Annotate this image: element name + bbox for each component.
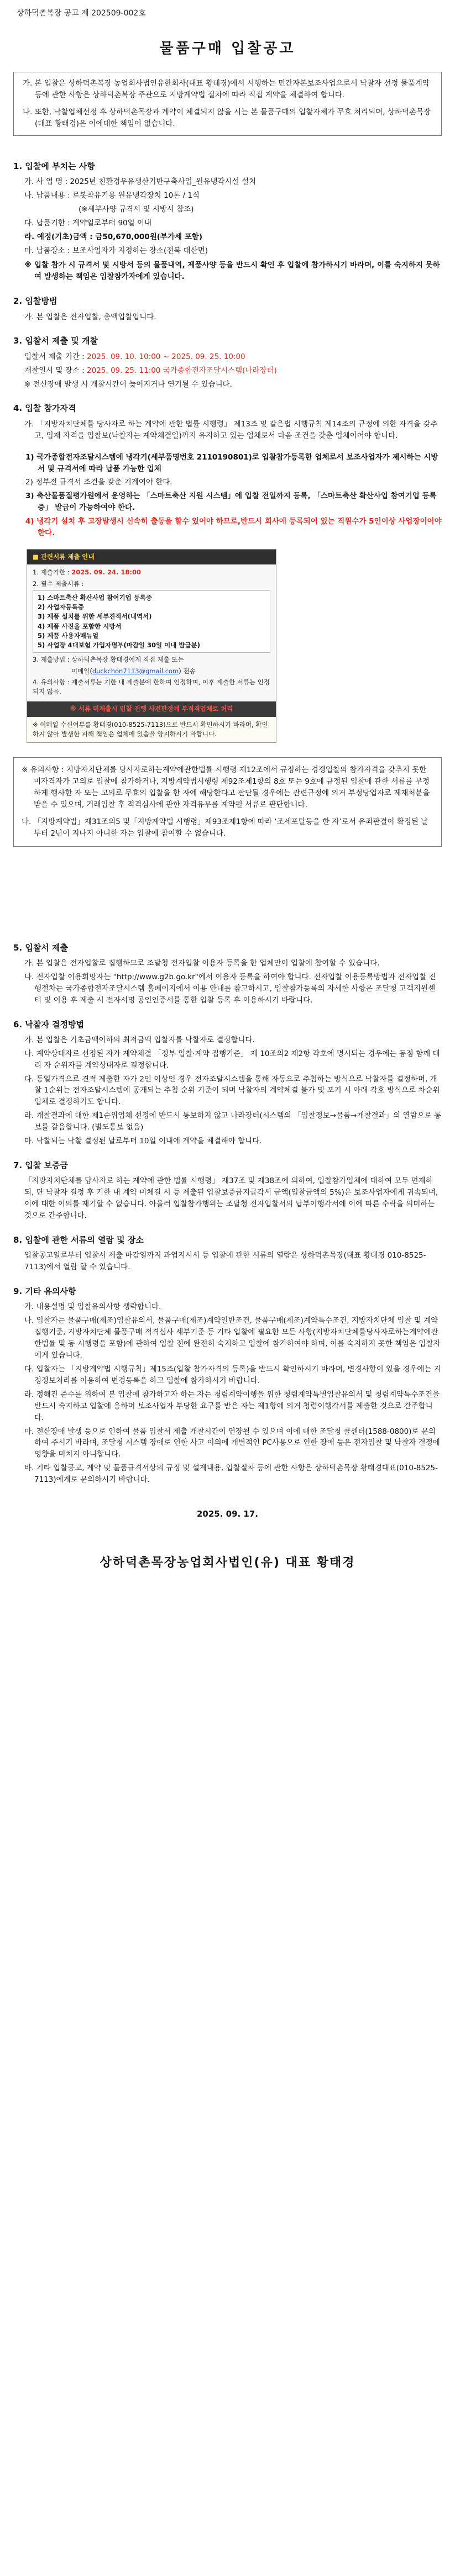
condition-1: 1) 국가종합전자조달시스템에 냉각기(세부품명번호 2110190801)로 입찰참가등록한 업체로서 보조사업자가 제시하는 시방서 및 규격서에 따라 납품 가능한 업체	[25, 452, 438, 473]
caution-memo-2: 나. 「지방계약법」제31조의5 및「지방계약법 시행령」제93조제1항에 따라 ‘조세포탈등을 한 자’로서 유죄판결이 확정된 날부터 2년이 지나지 아니한 자는 입찰에 참여할 수 없습니다.	[22, 817, 428, 838]
eligibility-conditions	[24, 452, 442, 539]
intro-box	[13, 72, 442, 136]
missing-documents-warning: ※ 서류 미제출시 입찰 진행 사전판정에 부적격업체로 처리	[27, 701, 276, 716]
doc-item: 5) 사업장 4대보험 가입자명부(마감일 30일 이내 발급분)	[38, 641, 200, 650]
award-item-a: 가. 본 입찰은 기초금액이하의 최저금액 입찰자를 낙찰자로 결정합니다.	[24, 1035, 255, 1044]
condition-2: 2) 정부전 규격서 조건을 갖춘 기계여야 한다.	[25, 478, 172, 487]
system-failure-note: ※ 전산장애 발생 시 개찰시간이 늦어지거나 연기될 수 있습니다.	[24, 379, 232, 389]
eligibility-paragraph: 가. 「지방자치단체를 당사자로 하는 계약에 관한 법률 시행령」 제13조 및 같은법 시행규칙 제14조의 규정에 의한 자격을 갖추고, 입재 자격을 입찰보(낙찰자는 계약체결일)까지 유지하고 있는 업체로서 다음 조건을 갖춘 업체이어야 합니다.	[24, 419, 438, 440]
doc-item: 4) 제품 사진을 포함한 시방서	[38, 622, 122, 630]
delivery-deadline: 다. 납품기한 : 계약일로부터 90일 이내	[24, 218, 152, 228]
submission-deadline	[33, 568, 270, 577]
required-documents-label: 2. 필수 제출서류 :	[33, 579, 84, 588]
other-note-b: 나. 입찰자는 물품구매(제조)입찰유의서, 물품구매(제조)계약일반조건, 물품구매(제조)계약특수조건, 지방자치단체 입찰 및 계약집행기준, 지방자치단체 물품구매 적격심사 세부기준 등 기타 입찰에 필요한 모든 사항(지방자치단체를당사자로하는계약에관한법률 및 동 시행령을 포함)에 관하여 입찰 전에 완전히 숙지하고 입찰에 참가하여야 하며, 이를 숙지하지 못한 책임은 입찰자에게 있습니다.	[24, 1316, 441, 1360]
section-9-heading: 9. 기타 유의사항	[13, 1286, 76, 1297]
email-prefix: 이메일(	[71, 667, 92, 675]
delivery-content: 나. 납품내용 : 로봇착유기용 원유냉각장치 10톤 / 1식	[24, 191, 200, 200]
deadline-value: 2025. 09. 24. 18:00	[71, 568, 141, 577]
notice-number: 상하덕촌복장 공고 제 202509-002호	[17, 9, 146, 18]
submission-item-a: 가. 본 입찰은 전자입찰로 집행하므로 조달청 전자입찰 이용자 등록을 한 업체만이 입찰에 참여할 수 있습니다.	[24, 958, 380, 968]
open-period-label: 개찰일시 및 장소 :	[24, 366, 87, 375]
bid-bond-text: 「지방자치단체를 당사자로 하는 계약에 관한 법률 시행령」 제37조 및 제38조에 의하여, 입찰참가업체에 대하여 모두 면제하되, 단 낙찰자 결정 후 기한 내 계약 미체결 시 등 제출된 입찰보증금지급각서 금액(입찰금액의 5%)은 보조사업자에게 귀속되며, 이에 대한 이의를 제기할 수 없습니다. 아울러 입찰참가행위는 조달청 전자입찰서의 납부이행각서에 이에 따른 수락을 의미하는 것으로 간주합니다.	[24, 1176, 438, 1221]
submission-email-line	[33, 667, 270, 676]
submit-period-line	[13, 351, 442, 363]
section-award-method	[13, 1018, 442, 1148]
submission-caution: 4. 유의사항 : 제출서류는 기한 내 제출분에 한하여 인정하며, 이후 제출한 서류는 인정되지 않음.	[33, 678, 270, 696]
submit-period-value: 2025. 09. 10. 10:00 ~ 2025. 09. 25. 10:00	[87, 352, 245, 361]
award-item-e: 마. 낙찰되는 낙찰 결정된 날로부터 10일 이내에 계약을 체결해야 합니다.	[24, 1137, 262, 1146]
intro-paragraph-a: 가. 본 입찰은 상하덕촌복장 농업회사법인유한회사(대표 황태경)에서 시행하는 민간자본보조사업으로서 낙찰자 선정 물품계약 등에 관한 사항은 상하덕촌복장 주관으로 지방계약법 절차에 따라 직접 계약을 체결하여 합니다.	[23, 78, 430, 99]
section-document-viewing	[13, 1234, 442, 1273]
section-submission-opening	[13, 335, 442, 390]
estimated-price: 라. 예정(기초)금액 : 금50,670,000원(부가세 포함)	[24, 232, 202, 241]
email-suffix: ) 전송	[179, 667, 196, 675]
caution-memo-box	[13, 757, 442, 847]
spec-reference: (※세부사양 규격서 및 시방서 참조)	[79, 204, 194, 214]
other-note-a: 가. 내용설명 및 입찰유의사항 생략합니다.	[24, 1302, 161, 1312]
section-8-heading: 8. 입찰에 관한 서류의 열람 및 장소	[13, 1234, 144, 1245]
doc-item: 2) 사업자등록증	[38, 603, 84, 611]
organization-name: 상하덕촌목장농업회사법인(유) 대표 황태경	[100, 1556, 355, 1570]
section-other-notes	[13, 1285, 442, 1486]
section-2-heading: 2. 입찰방법	[13, 296, 57, 307]
section-7-heading: 7. 입찰 보증금	[13, 1160, 69, 1171]
submission-email-link[interactable]: duckchon7113@gmail.com	[92, 667, 179, 675]
doc-item: 3) 제품 설치를 위한 세부견적서(내역서)	[38, 613, 152, 621]
condition-3: 3) 축산물품질평가원에서 운영하는 「스마트축산 지원 시스템」에 입찰 전일까지 등록, 「스마트축산 확산사업 참여기업 등록증」 발급이 가능하여야 한다.	[25, 492, 437, 513]
notice-title: 물품구매 입찰공고	[159, 40, 296, 57]
submission-box-head: ■ 관련서류 제출 안내	[27, 550, 276, 564]
other-note-c: 다. 입찰자는 「지방계약법 시행규칙」제15조(입찰 참가자격의 등록)을 반드시 확인하시기 바라며, 변경사항이 있을 경우에는 지정정보처리를 이용하여 변경등록을 하고 입찰에 참가하시기 바랍니다.	[24, 1364, 441, 1385]
section-6-heading: 6. 낙찰자 결정방법	[13, 1019, 85, 1030]
required-documents-list	[33, 590, 270, 653]
submission-method: 3. 제출방법 : 상하덕촌목장 황태경에게 직접 제출 또는	[33, 656, 184, 664]
email-confirmation-note: ※ 이메일 수신여부를 황태경(010-8525-7113)으로 반드시 확인하시기 바라며, 확인하지 않아 발생한 피해 책임은 업체에 있음을 양지하시기 바랍니다.	[27, 717, 276, 743]
section-bid-subject	[13, 160, 442, 283]
intro-paragraph-b: 나. 또한, 낙찰업체선정 후 상하덕촌목장과 계약이 체결되지 않을 시는 본 물품구매의 입찰자체가 무효 처리되며, 상하덕촌목장(대표 황태경)은 이에대한 책임이 없습니다.	[23, 107, 431, 128]
section-bid-submission	[13, 942, 442, 1006]
other-note-e: 마. 전산장애 발생 등으로 인하여 물품 입찰서 제출 개찰시간이 연장될 수 있으며 이에 대한 조달청 콜센터(1588-0800)로 문의하여 주시기 바라며, 조달청 시스템 장애로 인한 사고 이외에 개별적인 PC사용으로 인한 장애 등은 전자입찰 및 낙찰자 결정에 영향을 미치지 아니합니다.	[24, 1427, 440, 1459]
document-viewing-text: 입찰공고일로부터 입찰서 제출 마감일까지 과업지시서 등 입찰에 관한 서류의 열람은 상하덕촌목장(대표 황태경 010-8525-7113)에서 열람 할 수 있습니다.	[24, 1251, 426, 1272]
bid-method-text: 가. 본 입찰은 전자입찰, 총액입찰입니다.	[24, 312, 156, 321]
section-4-heading: 4. 입찰 참가자격	[13, 403, 76, 414]
delivery-place: 마. 납품장소 : 보조사업자가 지정하는 장소(전북 대산면)	[24, 246, 208, 255]
open-period-value: 2025. 09. 25. 11:00 국가종합전자조달시스템(나라장터)	[87, 366, 277, 375]
section-3-heading: 3. 입찰서 제출 및 개찰	[13, 336, 98, 346]
spec-notice: ※ 입찰 참가 시 규격서 및 시방서 등의 물품내역, 제품사양 등을 반드시 확인 후 입찰에 참가하시기 바라며, 이를 숙지하지 못하여 발생하는 책임은 입찰참가자에게 있습니다.	[24, 261, 440, 282]
project-name: 가. 사 업 명 : 2025년 친환경우유생산기반구축사업_원유냉각시설 설치	[24, 177, 257, 186]
award-item-b: 나. 계약상대자로 선정된 자가 계약체결 「정부 입찰·계약 집행기준」 제 10조의2 제2항 각호에 명시되는 경우에는 동점 함께 대리 자 순위자를 계약상대자로 결정합니다.	[24, 1049, 440, 1070]
award-item-d: 라. 개찰결과에 대한 제1순위업체 선정에 반드시 통보하지 않고 나라장터(시스템의 「입찰정보→물품→개찰결과」의 열람으로 통보를 갈음합니다. (별도통보 없음)	[24, 1111, 441, 1132]
doc-item: 1) 스마트축산 확산사업 참여기업 등록증	[38, 593, 153, 601]
deadline-label: 1. 제출기한 :	[33, 568, 72, 577]
open-period-line	[13, 365, 442, 377]
condition-4: 4) 냉각기 설치 후 고장발생시 신속히 출동을 할수 있어야 하므로,반드시 회사에 등록되어 있는 직원수가 5인이상 사업장이어야 한다.	[25, 517, 442, 538]
section-bid-bond	[13, 1159, 442, 1222]
spacer	[13, 859, 442, 942]
section-bid-method	[13, 295, 442, 323]
caution-memo-1: ※ 유의사항 : 지방자치단체를 당사자로하는계약에관한법률 시행령 제12조에서 규정하는 경쟁입찰의 참가자격을 갖추지 못한 미자격자가 고의로 입찰에 참가하거나, 지방계약법시행령 제92조제1항의 8호 또는 9호에 규정된 입찰에 관한 서류를 부정하게 행사한 자 또는 고의로 무효의 입찰을 한 자에 해당한다고 판단될 경우에는 관련규정에 의거 부정당업자로 제재처분을 받을 수 있으며, 거래입찰 후 적격심사에 관한 자격유무를 계약될 서류로 판단합니다.	[22, 766, 430, 809]
submit-period-label: 입찰서 제출 기간 :	[24, 352, 87, 361]
other-note-d: 라. 정해진 준수를 위하여 본 입찰에 참가하고자 하는 자는 청렴계약이행을 위한 청렴계약특별입찰유의서 및 청렴계약특수조건을 반드시 숙지하고 입찰에 응하며 보조사업자 부당한 요구를 받은 자는 제1항에 의거 청렴이행각서를 제출한 것으로 간주합니다.	[24, 1390, 440, 1422]
submission-item-b: 나. 전자입찰 이용희망자는 "http://www.g2b.go.kr"에서 이용자 등록을 하여야 합니다. 전자입찰 이용등록방법과 전자입찰 진행절차는 국가종합전자조달시스템 홈페이지에서 이용 안내를 참고하시고, 입찰참가등록의 자세한 사항은 조달청 고객지원센터 및 이용 후 제출 시 전자서명 공인인증서를 통한 입찰 등록 후 이용하시기 바랍니다.	[24, 972, 436, 1005]
section-eligibility	[13, 402, 442, 846]
submission-box-body	[27, 564, 276, 701]
doc-item: 5) 제품 사용자매뉴얼	[38, 631, 99, 640]
document-submission-box	[27, 549, 276, 743]
other-note-f: 바. 기타 입찰공고, 계약 및 물품규격서상의 규정 및 설계내용, 입찰절차 등에 관한 사항은 상하덕촌목장 황태경대표(010-8525-7113)에게로 문의하시기 바랍니다.	[24, 1464, 438, 1485]
section-1-heading: 1. 입찰에 부치는 사항	[13, 161, 95, 171]
notice-date: 2025. 09. 17.	[196, 1509, 259, 1519]
award-item-c: 다. 동일가격으로 견적 제출한 자가 2인 이상인 경우 전자조달시스템을 통해 자동으로 추첨하는 방식으로 낙찰자를 결정하며, 개찰 1순위는 전자조달시스템에 공개되는 추첨 순위 기준이 되며 낙찰자의 계약체결 불가 및 포기 시 아래 각호 방식으로 차순위 업체로 결정하기도 합니다.	[24, 1074, 440, 1107]
section-5-heading: 5. 입찰서 제출	[13, 942, 69, 953]
